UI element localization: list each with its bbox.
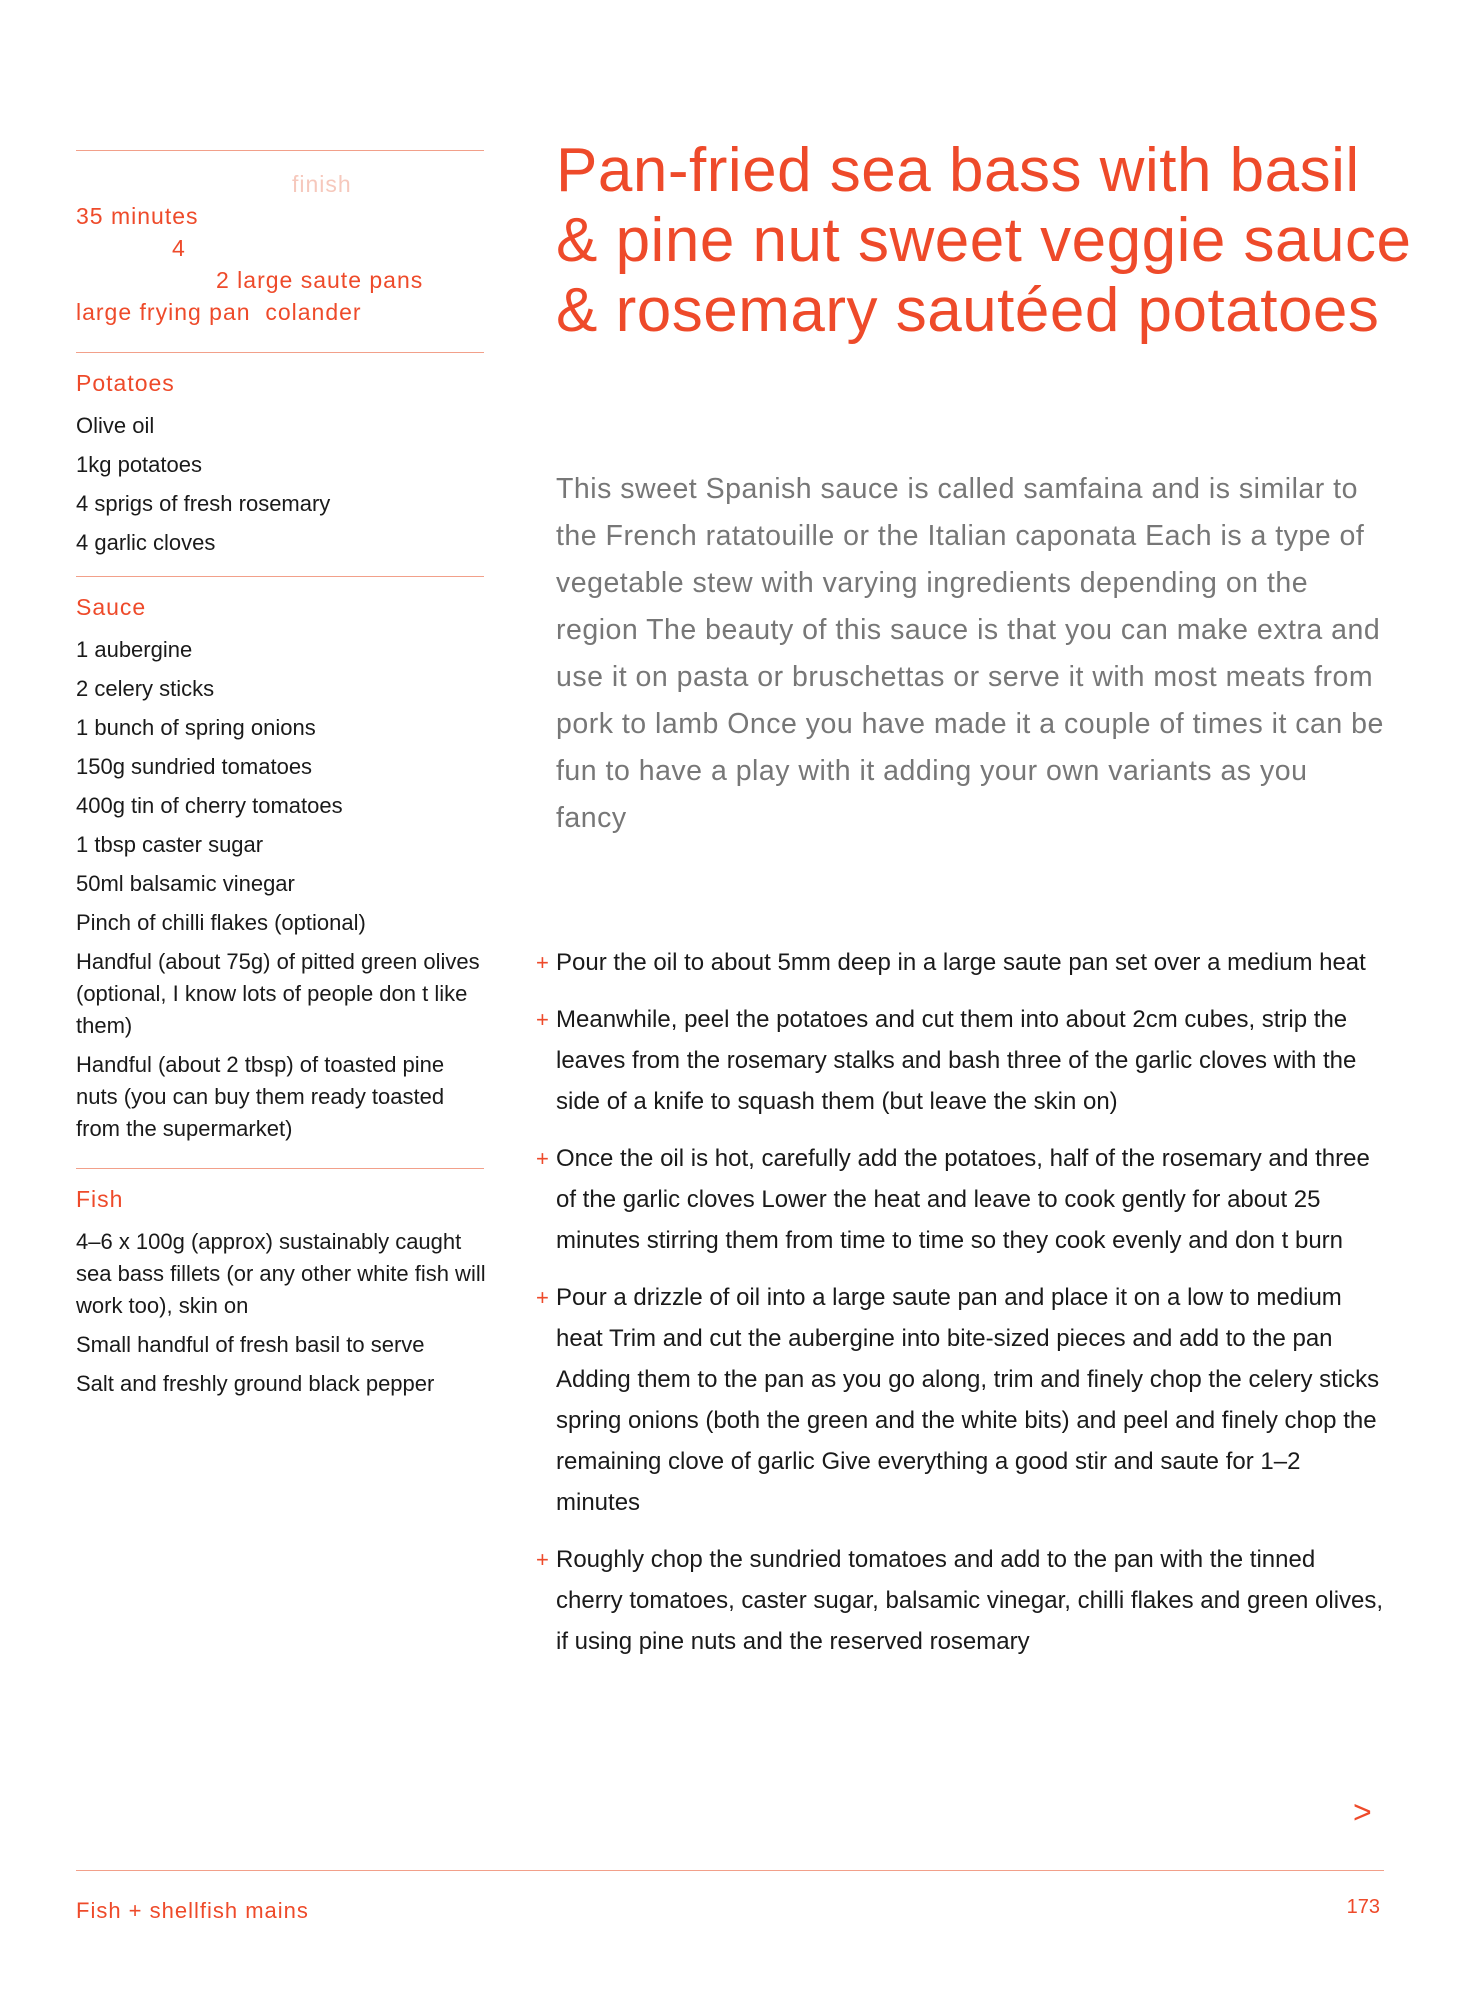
method-step-text: Meanwhile, peel the potatoes and cut them into about 2cm cubes, strip the leaves from the rosemary stalks and bash three of the garlic cloves with the side of a knife to squash them (but leave the skin on): [556, 1006, 1357, 1115]
ingredient-item: 1 bunch of spring onions: [76, 715, 316, 740]
ingredient-item: 4–6 x 100g (approx) sustainably caught sea bass fillets (or any other white fish will work too), skin on: [76, 1229, 486, 1318]
sidebar-top-rule: [76, 150, 484, 151]
method-steps: [538, 942, 1388, 1678]
ingredient-item: Olive oil: [76, 413, 155, 438]
meta-equipment-2: [76, 296, 362, 328]
ingredient-item: 2 celery sticks: [76, 676, 215, 701]
ingredient-item: 4 garlic cloves: [76, 530, 216, 555]
sauce-bottom-rule: [76, 1168, 484, 1169]
plus-icon: +: [536, 1007, 549, 1032]
next-page-arrow-icon[interactable]: >: [1353, 1794, 1372, 1830]
ingredient-item: Handful (about 2 tbsp) of toasted pine nuts (you can buy them ready toasted from the supermarket): [76, 1052, 445, 1141]
method-step-text: Roughly chop the sundried tomatoes and add to the pan with the tinned cherry tomatoes, caster sugar, balsamic vinegar, chilli flakes and green olives, if using pine nuts and the reserved rosemary: [556, 1546, 1384, 1655]
ingredient-item: 1 aubergine: [76, 637, 193, 662]
plus-icon: +: [536, 1285, 549, 1310]
method-step: [538, 942, 1388, 983]
ingredient-item: 1 tbsp caster sugar: [76, 832, 264, 857]
ingredient-item: 400g tin of cherry tomatoes: [76, 793, 343, 818]
meta-equipment-1: 2 large saute pans: [216, 267, 424, 293]
page-number: 173: [1346, 1896, 1380, 1918]
meta-time: 35 minutes: [76, 203, 199, 229]
ingredient-item: Small handful of fresh basil to serve: [76, 1332, 425, 1357]
ingredient-item: 150g sundried tomatoes: [76, 754, 313, 779]
meta-bottom-rule: [76, 352, 484, 353]
plus-icon: +: [536, 950, 549, 975]
ingredient-item: 4 sprigs of fresh rosemary: [76, 491, 331, 516]
meta-serves: 4: [172, 235, 186, 261]
method-step-text: Once the oil is hot, carefully add the potatoes, half of the rosemary and three of the garlic cloves Lower the heat and leave to cook gently for about 25 minutes stirring them from time to time so they cook evenly and don t burn: [556, 1145, 1370, 1254]
ingredient-item: 50ml balsamic vinegar: [76, 871, 295, 896]
meta-finish: finish: [292, 171, 352, 197]
footer-rule: [76, 1870, 1384, 1871]
footer-section: Fish + shellfish mains: [76, 1898, 309, 1923]
ingredient-item: Pinch of chilli flakes (optional): [76, 910, 366, 935]
fish-list: [76, 1226, 486, 1407]
potatoes-heading: Potatoes: [76, 370, 175, 396]
fish-heading: Fish: [76, 1186, 124, 1212]
method-step: [538, 1138, 1388, 1261]
ingredient-item: Handful (about 75g) of pitted green olives (optional, I know lots of people don t like them): [76, 949, 480, 1038]
meta-equipment-frying-pan: large frying pan: [76, 299, 251, 325]
ingredient-item: Salt and freshly ground black pepper: [76, 1371, 435, 1396]
sauce-heading: Sauce: [76, 594, 147, 620]
method-step: [538, 1277, 1388, 1523]
plus-icon: +: [536, 1146, 549, 1171]
method-step-text: Pour a drizzle of oil into a large saute pan and place it on a low to medium heat Trim and cut the aubergine into bite-sized pieces and add to the pan Adding them to the pan as you go along, trim and finely chop the celery sticks spring onions (both the green and the white bits) and peel and finely chop the remaining clove of garlic Give everything a good stir and saute for 1–2 minutes: [556, 1284, 1380, 1516]
meta-equipment-colander: colander: [265, 299, 362, 325]
potatoes-list: [76, 410, 486, 566]
method-step: [538, 999, 1388, 1122]
potatoes-bottom-rule: [76, 576, 484, 577]
sauce-list: [76, 634, 486, 1152]
ingredient-item: 1kg potatoes: [76, 452, 202, 477]
method-step: [538, 1539, 1388, 1662]
recipe-title: Pan-fried sea bass with basil & pine nut sweet veggie sauce & rosemary sautéed potatoes: [556, 136, 1412, 345]
recipe-intro: This sweet Spanish sauce is called samfaina and is similar to the French ratatouille or the Italian caponata Each is a type of vegetable stew with varying ingredients depending on the region The beauty of this sauce is that you can make extra and use it on pasta or bruschettas or serve it with most meats from pork to lamb Once you have made it a couple of times it can be fun to have a play with it adding your own variants as you fancy: [556, 473, 1384, 834]
method-step-text: Pour the oil to about 5mm deep in a large saute pan set over a medium heat: [556, 949, 1366, 976]
plus-icon: +: [536, 1547, 549, 1572]
